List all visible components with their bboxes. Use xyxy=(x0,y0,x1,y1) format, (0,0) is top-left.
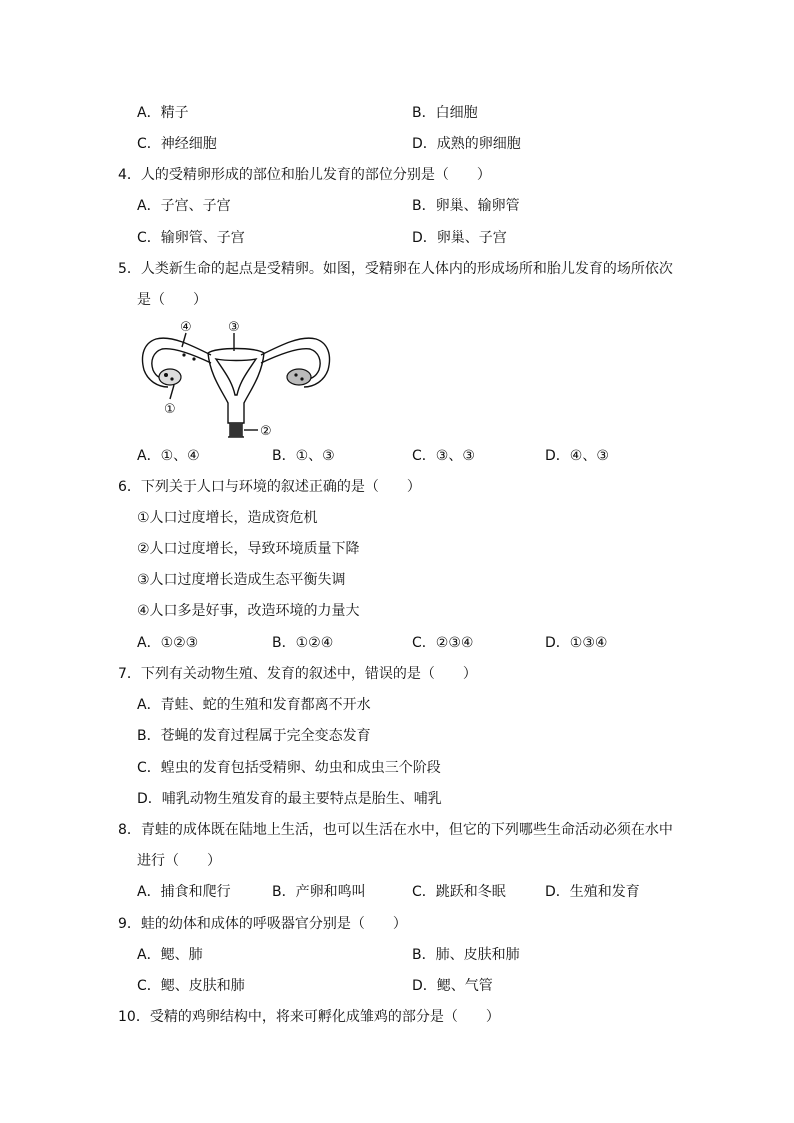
q3-option-b: B．白细胞 xyxy=(412,105,478,121)
q6-option-c: C．②③④ xyxy=(412,635,474,651)
label-1: ① xyxy=(164,402,176,417)
q7-option-d: D．哺乳动物生殖发育的最主要特点是胎生、哺乳 xyxy=(137,791,442,807)
q9-option-d: D．鳃、气管 xyxy=(412,978,493,994)
q5-stem-line2: 是（ ） xyxy=(137,292,207,308)
q3-option-d: D．成熟的卵细胞 xyxy=(412,136,521,152)
q3-option-a: A．精子 xyxy=(137,105,189,121)
q6-statement-2: ②人口过度增长，导致环境质量下降 xyxy=(137,541,360,557)
q5-option-c: C．③、③ xyxy=(412,448,475,464)
q9-stem: 9．蛙的幼体和成体的呼吸器官分别是（ ） xyxy=(118,916,407,932)
q9-option-a: A．鳃、肺 xyxy=(137,947,203,963)
q7-option-b: B．苍蝇的发育过程属于完全变态发育 xyxy=(137,728,371,744)
q8-option-a: A．捕食和爬行 xyxy=(137,884,231,900)
q10-stem: 10．受精的鸡卵结构中，将来可孵化成雏鸡的部分是（ ） xyxy=(118,1009,500,1025)
q4-option-a: A．子宫、子宫 xyxy=(137,198,231,214)
q7-option-a: A．青蛙、蛇的生殖和发育都离不开水 xyxy=(137,697,371,713)
q6-statement-4: ④人口多是好事，改造环境的力量大 xyxy=(137,603,360,619)
label-4: ④ xyxy=(180,320,192,335)
q8-stem-line1: 8．青蛙的成体既在陆地上生活，也可以生活在水中，但它的下列哪些生命活动必须在水中 xyxy=(118,822,673,838)
q4-option-d: D．卵巢、子宫 xyxy=(412,230,507,246)
q8-stem-line2: 进行（ ） xyxy=(137,853,221,869)
q6-option-a: A．①②③ xyxy=(137,635,199,651)
q6-statement-3: ③人口过度增长造成生态平衡失调 xyxy=(137,572,346,588)
q4-option-b: B．卵巢、输卵管 xyxy=(412,198,520,214)
q4-stem: 4．人的受精卵形成的部位和胎儿发育的部位分别是（ ） xyxy=(118,167,491,183)
uterus-diagram xyxy=(136,315,336,443)
label-3: ③ xyxy=(228,320,240,335)
q5-option-a: A．①、④ xyxy=(137,448,200,464)
q6-option-d: D．①③④ xyxy=(545,635,608,651)
q7-option-c: C．蝗虫的发育包括受精卵、幼虫和成虫三个阶段 xyxy=(137,760,441,776)
q4-option-c: C．输卵管、子宫 xyxy=(137,230,245,246)
q6-option-b: B．①②④ xyxy=(272,635,334,651)
q3-option-c: C．神经细胞 xyxy=(137,136,217,152)
q5-stem-line1: 5．人类新生命的起点是受精卵。如图，受精卵在人体内的形成场所和胎儿发育的场所依次 xyxy=(118,261,673,277)
q9-option-b: B．肺、皮肤和肺 xyxy=(412,947,520,963)
q8-option-d: D．生殖和发育 xyxy=(545,884,640,900)
q7-stem: 7．下列有关动物生殖、发育的叙述中，错误的是（ ） xyxy=(118,666,477,682)
q9-option-c: C．鳃、皮肤和肺 xyxy=(137,978,245,994)
q8-option-b: B．产卵和鸣叫 xyxy=(272,884,366,900)
q5-option-d: D．④、③ xyxy=(545,448,609,464)
q6-stem: 6．下列关于人口与环境的叙述正确的是（ ） xyxy=(118,479,421,495)
label-2: ② xyxy=(260,424,272,439)
q6-statement-1: ①人口过度增长，造成资危机 xyxy=(137,510,318,526)
q5-option-b: B．①、③ xyxy=(272,448,335,464)
q8-option-c: C．跳跃和冬眠 xyxy=(412,884,506,900)
